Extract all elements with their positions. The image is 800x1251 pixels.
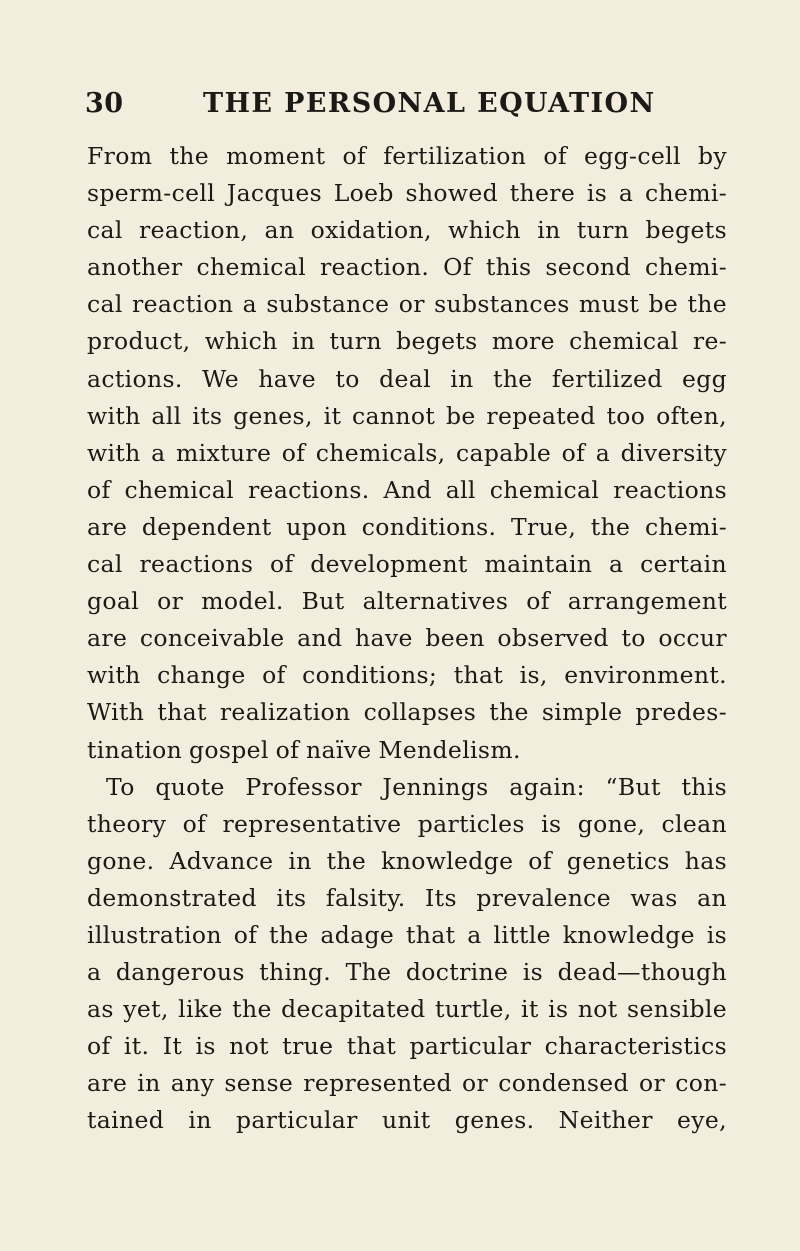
text-line: of chemical reactions. And all chemical reactions: [87, 475, 727, 504]
running-head: THE PERSONAL EQUATION: [203, 88, 656, 119]
text-line: product, which in turn begets more chemical re-: [87, 327, 727, 356]
text-line: as yet, like the decapitated turtle, it is not sensible: [87, 995, 727, 1024]
text-line: with all its genes, it cannot be repeated too often,: [87, 401, 727, 430]
page-header: [85, 88, 685, 128]
text-line: another chemical reaction. Of this second chemi-: [87, 253, 727, 282]
text-line: cal reaction a substance or substances must be the: [87, 290, 727, 319]
text-line: of it. It is not true that particular characteristics: [87, 1032, 727, 1061]
text-line: To quote Professor Jennings again: “But this: [106, 772, 727, 801]
text-line: With that realization collapses the simple predes-: [87, 698, 727, 727]
text-line: illustration of the adage that a little knowledge is: [87, 920, 727, 949]
text-line: a dangerous thing. The doctrine is dead—though: [87, 958, 727, 987]
text-line: From the moment of fertilization of egg-cell by: [87, 142, 727, 170]
text-line: cal reaction, an oxidation, which in turn begets: [87, 216, 727, 245]
text-line: goal or model. But alternatives of arrangement: [87, 587, 727, 616]
text-line: tained in particular unit genes. Neither eye,: [87, 1106, 727, 1135]
text-line: demonstrated its falsity. Its prevalence was an: [87, 883, 727, 912]
text-line: actions. We have to deal in the fertilized egg: [87, 364, 727, 393]
text-line: tination gospel of naïve Mendelism.: [87, 735, 521, 764]
text-line: gone. Advance in the knowledge of genetics has: [87, 846, 727, 875]
text-line: are in any sense represented or condensed or con-: [87, 1069, 727, 1098]
body-text: [87, 138, 727, 1140]
page-number: 30: [85, 88, 124, 119]
text-line: cal reactions of development maintain a certain: [87, 550, 727, 579]
text-line: are dependent upon conditions. True, the chemi-: [87, 512, 727, 541]
text-line: with a mixture of chemicals, capable of a diversity: [87, 438, 727, 467]
text-line: with change of conditions; that is, environment.: [87, 661, 727, 690]
text-line: are conceivable and have been observed to occur: [87, 624, 727, 653]
text-line: theory of representative particles is gone, clean: [87, 809, 727, 838]
text-line: sperm-cell Jacques Loeb showed there is a chemi-: [87, 179, 727, 208]
